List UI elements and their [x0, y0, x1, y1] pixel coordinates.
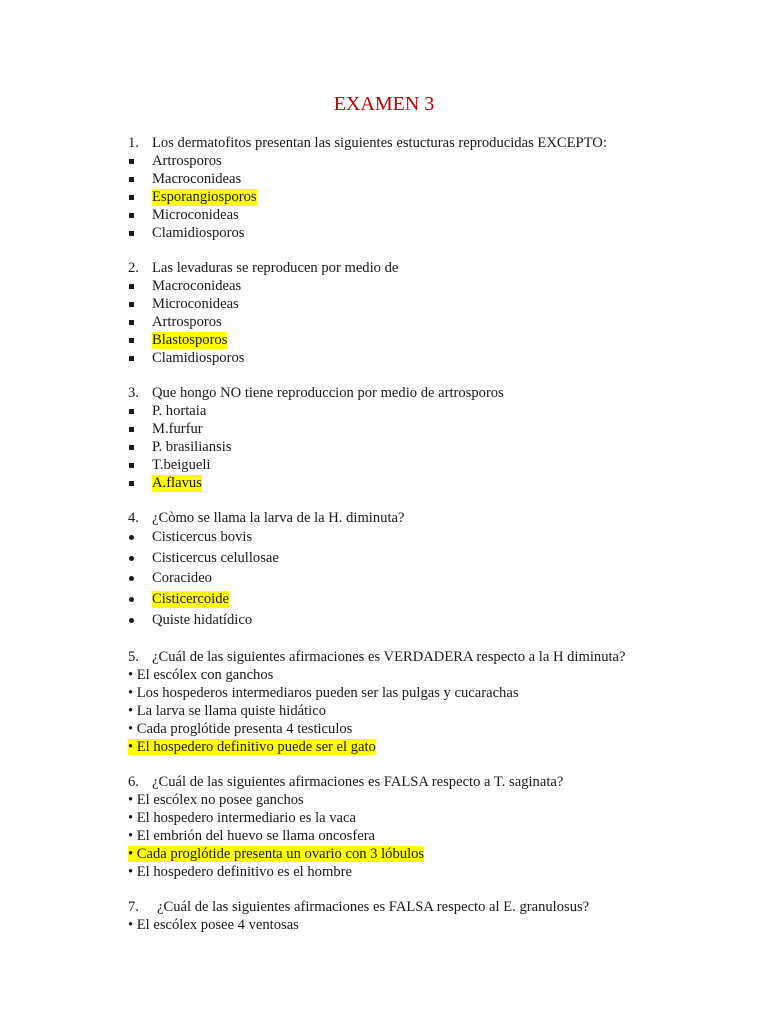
option-item [128, 527, 748, 548]
option-item [128, 295, 748, 313]
square-bullet-icon [129, 177, 134, 182]
option-text: Clamidiosporos [152, 224, 245, 241]
question-number: 5. [128, 649, 139, 665]
question-5-header [128, 648, 748, 666]
square-bullet-icon [129, 231, 134, 236]
option-text: Cisticercus bovis [152, 528, 253, 545]
option-text: Microconideas [152, 295, 239, 312]
question-5 [128, 648, 748, 756]
option-item [128, 224, 748, 242]
question-1 [128, 134, 748, 242]
option-list [128, 527, 748, 631]
round-bullet-icon [129, 556, 134, 561]
square-bullet-icon [129, 427, 134, 432]
option-item [128, 152, 748, 170]
option-item [128, 569, 748, 590]
option-text: P. brasiliansis [152, 438, 232, 455]
statement-item: • Cada proglótide presenta 4 testiculos [128, 721, 353, 737]
option-item [128, 420, 748, 438]
option-text: T.beigueli [152, 456, 211, 473]
option-text: Cisticercus celullosae [152, 549, 279, 566]
question-4 [128, 509, 748, 631]
question-6-header [128, 773, 748, 791]
statement-item: • El hospedero intermediario es la vaca [128, 810, 356, 826]
option-item [128, 610, 748, 631]
square-bullet-icon [129, 195, 134, 200]
answer-highlight: • El hospedero definitivo puede ser el gato [128, 739, 376, 755]
option-item-answer [128, 589, 748, 610]
square-bullet-icon [129, 284, 134, 289]
exam-title: EXAMEN 3 [333, 93, 435, 115]
statement-item: • Los hospederos intermediaros pueden ser las pulgas y cucarachas [128, 685, 519, 701]
option-item [128, 438, 748, 456]
question-3-header [128, 384, 748, 402]
round-bullet-icon [129, 576, 134, 581]
square-bullet-icon [129, 409, 134, 414]
answer-highlight: Esporangiosporos [152, 188, 257, 205]
statement-item: • La larva se llama quiste hidático [128, 703, 326, 719]
square-bullet-icon [129, 463, 134, 468]
option-text: Microconideas [152, 206, 239, 223]
option-item [128, 170, 748, 188]
option-text: Clamidiosporos [152, 349, 245, 366]
statement-item: • El embrión del huevo se llama oncosfera [128, 828, 376, 844]
question-7 [128, 898, 748, 934]
question-text: ¿Cuál de las siguientes afirmaciones es FALSA respecto a T. saginata? [152, 774, 564, 790]
option-item [128, 349, 748, 367]
option-item [128, 206, 748, 224]
question-text: Los dermatofitos presentan las siguientes estucturas reproducidas EXCEPTO: [152, 135, 607, 151]
statement-item: • El escólex con ganchos [128, 667, 274, 683]
option-list [128, 152, 748, 242]
option-item [128, 313, 748, 331]
question-number: 7. [128, 899, 139, 915]
statement-item: • El escólex posee 4 ventosas [128, 917, 299, 933]
question-number: 1. [128, 135, 139, 151]
option-item-answer [128, 188, 748, 206]
option-text: Artrosporos [152, 313, 222, 330]
question-text: Las levaduras se reproducen por medio de [152, 260, 399, 276]
question-number: 6. [128, 774, 139, 790]
option-list [128, 402, 748, 492]
round-bullet-icon [129, 597, 134, 602]
question-text: ¿Còmo se llama la larva de la H. diminuta? [152, 510, 405, 526]
question-2 [128, 259, 748, 367]
option-list [128, 277, 748, 367]
square-bullet-icon [129, 356, 134, 361]
option-item [128, 277, 748, 295]
statement-item: • El escólex no posee ganchos [128, 792, 304, 808]
question-2-header [128, 259, 748, 277]
square-bullet-icon [129, 481, 134, 486]
question-text: ¿Cuál de las siguientes afirmaciones es FALSA respecto al E. granulosus? [157, 899, 590, 915]
question-4-header [128, 509, 748, 527]
question-7-header [128, 898, 748, 916]
square-bullet-icon [129, 302, 134, 307]
question-text: Que hongo NO tiene reproduccion por medio de artrosporos [152, 385, 504, 401]
option-item [128, 548, 748, 569]
answer-highlight: Cisticercoide [152, 591, 229, 608]
square-bullet-icon [129, 159, 134, 164]
option-text: Artrosporos [152, 152, 222, 169]
option-text: Macroconideas [152, 277, 242, 294]
answer-highlight: • Cada proglótide presenta un ovario con 3 lóbulos [128, 846, 425, 862]
option-text: P. hortaia [152, 402, 207, 419]
option-text: Quiste hidatídico [152, 612, 253, 629]
round-bullet-icon [129, 618, 134, 623]
option-text: Coracideo [152, 570, 212, 587]
square-bullet-icon [129, 213, 134, 218]
question-number: 3. [128, 385, 139, 401]
option-item-answer [128, 474, 748, 492]
square-bullet-icon [129, 445, 134, 450]
square-bullet-icon [129, 338, 134, 343]
option-item [128, 456, 748, 474]
question-number: 4. [128, 510, 139, 526]
question-number: 2. [128, 260, 139, 276]
option-item [128, 402, 748, 420]
answer-highlight: Blastosporos [152, 331, 228, 348]
question-1-header [128, 134, 748, 152]
answer-highlight: A.flavus [152, 474, 202, 491]
question-text: ¿Cuál de las siguientes afirmaciones es VERDADERA respecto a la H diminuta? [152, 649, 626, 665]
square-bullet-icon [129, 320, 134, 325]
statement-item: • El hospedero definitivo es el hombre [128, 864, 352, 880]
question-3 [128, 384, 748, 492]
option-text: Macroconideas [152, 170, 242, 187]
question-6 [128, 773, 748, 881]
option-item-answer [128, 331, 748, 349]
round-bullet-icon [129, 535, 134, 540]
option-text: M.furfur [152, 420, 203, 437]
